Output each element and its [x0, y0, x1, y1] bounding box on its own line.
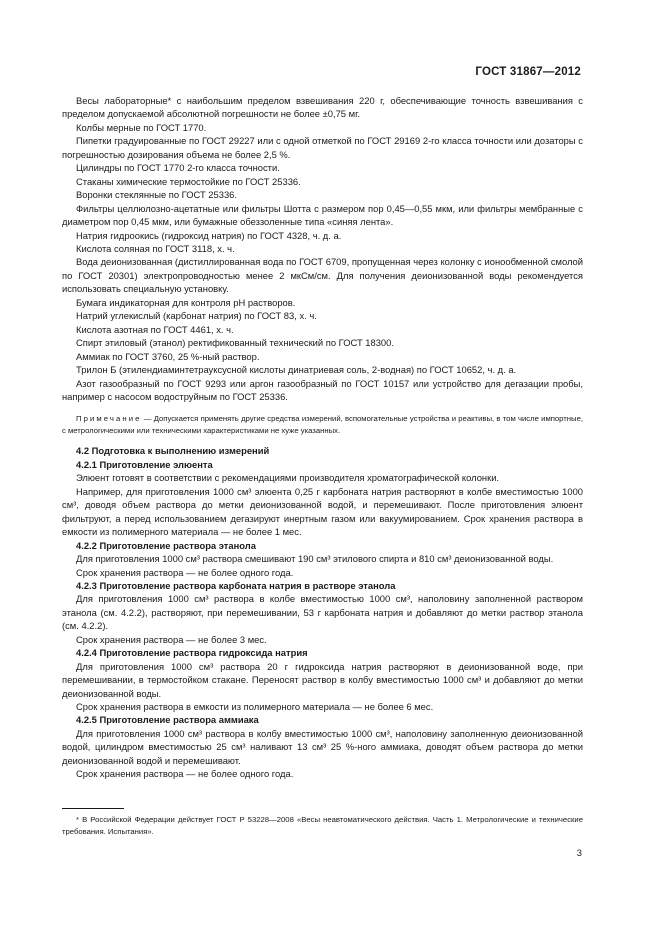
paragraph: Срок хранения раствора — не более 3 мес.: [76, 633, 267, 645]
equipment-item: Воронки стеклянные по ГОСТ 25336.: [76, 189, 237, 201]
equipment-item: Натрий углекислый (карбонат натрия) по ГОСТ 83, х. ч.: [76, 310, 317, 322]
note-text: — Допускается применять другие средства измерений, вспомогательные устройства и реактивы, в том числе импортные, с метрологическими или техническими характеристиками не хуже указанных.: [62, 414, 583, 435]
equipment-item: Пипетки градуированные по ГОСТ 29227 или с одной отметкой по ГОСТ 29169 2-го класса точности или дозаторы с погрешностью дозирования объема не более 2,5 %.: [62, 135, 583, 160]
paragraph: Для приготовления 1000 см³ раствора 20 г гидроксида натрия растворяют в деионизованной воде, при перемешивании, в термостойком стакане. Переносят раствор в колбу вместимостью 1000 см³ и добавляют до метки деионизованной воды.: [62, 660, 583, 699]
paragraph: Срок хранения раствора — не более одного года.: [76, 768, 294, 780]
document-header: ГОСТ 31867—2012: [475, 66, 581, 78]
paragraph: Элюент готовят в соответствии с рекомендациями производителя хроматографической колонки.: [76, 472, 500, 484]
equipment-item: Кислота соляная по ГОСТ 3118, х. ч.: [76, 242, 235, 254]
note: [62, 413, 583, 436]
footnote: * В Российской Федерации действует ГОСТ Р 53228—2008 «Весы неавтоматического действия. Часть 1. Метрологические и технические требования. Испытания».: [62, 815, 583, 836]
equipment-item: Стаканы химические термостойкие по ГОСТ 25336.: [76, 175, 301, 187]
page-body: [62, 94, 583, 781]
paragraph: Для приготовления 1000 см³ раствора в колбу вместимостью 1000 см³, наполовину заполненную деионизованной водой, цилиндром вместимостью 25 см³ наливают 13 см³ 25 %-ного аммиака, доводят объем раствора до метки деионизованной водой и перемешивают.: [62, 727, 583, 766]
equipment-item: Аммиак по ГОСТ 3760, 25 %-ный раствор.: [76, 350, 260, 362]
subsection-heading: 4.2.1 Приготовление элюента: [76, 458, 213, 470]
footnote-separator: [62, 808, 124, 809]
note-label: Примечание: [76, 414, 142, 424]
equipment-item: Цилиндры по ГОСТ 1770 2-го класса точности.: [76, 162, 280, 174]
paragraph: Для приготовления 1000 см³ раствора смешивают 190 см³ этилового спирта и 810 см³ деионизованной воды.: [76, 553, 554, 565]
subsection-heading: 4.2.3 Приготовление раствора карбоната натрия в растворе этанола: [76, 579, 396, 591]
equipment-item: Фильтры целлюлозно-ацетатные или фильтры Шотта с размером пор 0,45—0,55 мкм, или фильтры мембранные с диаметром пор 0,45 мкм, или бумажные обеззоленные типа «синяя лента».: [62, 202, 583, 228]
subsection-heading: 4.2.2 Приготовление раствора этанола: [76, 539, 256, 551]
paragraph: Срок хранения раствора в емкости из полимерного материала — не более 6 мес.: [76, 701, 434, 713]
equipment-item: Кислота азотная по ГОСТ 4461, х. ч.: [76, 323, 234, 335]
equipment-item: Бумага индикаторная для контроля pH растворов.: [76, 296, 296, 308]
section-heading: 4.2 Подготовка к выполнению измерений: [76, 445, 270, 457]
equipment-item: Спирт этиловый (этанол) ректификованный технический по ГОСТ 18300.: [76, 337, 394, 349]
equipment-item: Вода деионизованная (дистиллированная вода по ГОСТ 6709, пропущенная через колонку с ионообменной смолой по ГОСТ 20301) электропроводностью менее 2 мкСм/см. Для получения деионизованной воды рекомендуется использовать специальную установку.: [62, 256, 583, 295]
subsection-heading: 4.2.5 Приготовление раствора аммиака: [76, 714, 259, 726]
page-number: 3: [576, 847, 582, 858]
subsection-heading: 4.2.4 Приготовление раствора гидроксида натрия: [76, 647, 308, 659]
equipment-item: Азот газообразный по ГОСТ 9293 или аргон газообразный по ГОСТ 10157 или устройство для дегазации пробы, например с насосом водоструйным по ГОСТ 25336.: [62, 377, 583, 402]
equipment-item: Натрия гидроокись (гидроксид натрия) по ГОСТ 4328, ч. д. а.: [76, 229, 342, 241]
equipment-item: Колбы мерные по ГОСТ 1770.: [76, 121, 207, 133]
paragraph: Срок хранения раствора — не более одного года.: [76, 566, 294, 578]
paragraph: Например, для приготовления 1000 см³ элюента 0,25 г карбоната натрия растворяют в колбе вместимостью 1000 см³, доводя объем раствора до метки деионизованной водой, и перемешивают. После приготовления элюент фильтруют, а перед использованием дегазируют инертным газом или вакуумированием. Срок хранения раствора в емкости из полимерного материала — не более 1 мес.: [62, 485, 583, 538]
equipment-item: Весы лабораторные* с наибольшим пределом взвешивания 220 г, обеспечивающие точность взвешивания с пределом допускаемой абсолютной погрешности не более ±0,75 мг.: [62, 95, 583, 120]
equipment-item: Трилон Б (этилендиаминтетрауксусной кислоты динатриевая соль, 2-водная) по ГОСТ 10652, ч. д. а.: [76, 364, 517, 376]
equipment-list: [62, 94, 583, 403]
paragraph: Для приготовления 1000 см³ раствора в колбе вместимостью 1000 см³, наполовину заполненной раствором этанола (см. 4.2.2), растворяют, при перемешивании, 53 г карбоната натрия и добавляют до метки раствор этанола (см. 4.2.2).: [62, 593, 583, 632]
